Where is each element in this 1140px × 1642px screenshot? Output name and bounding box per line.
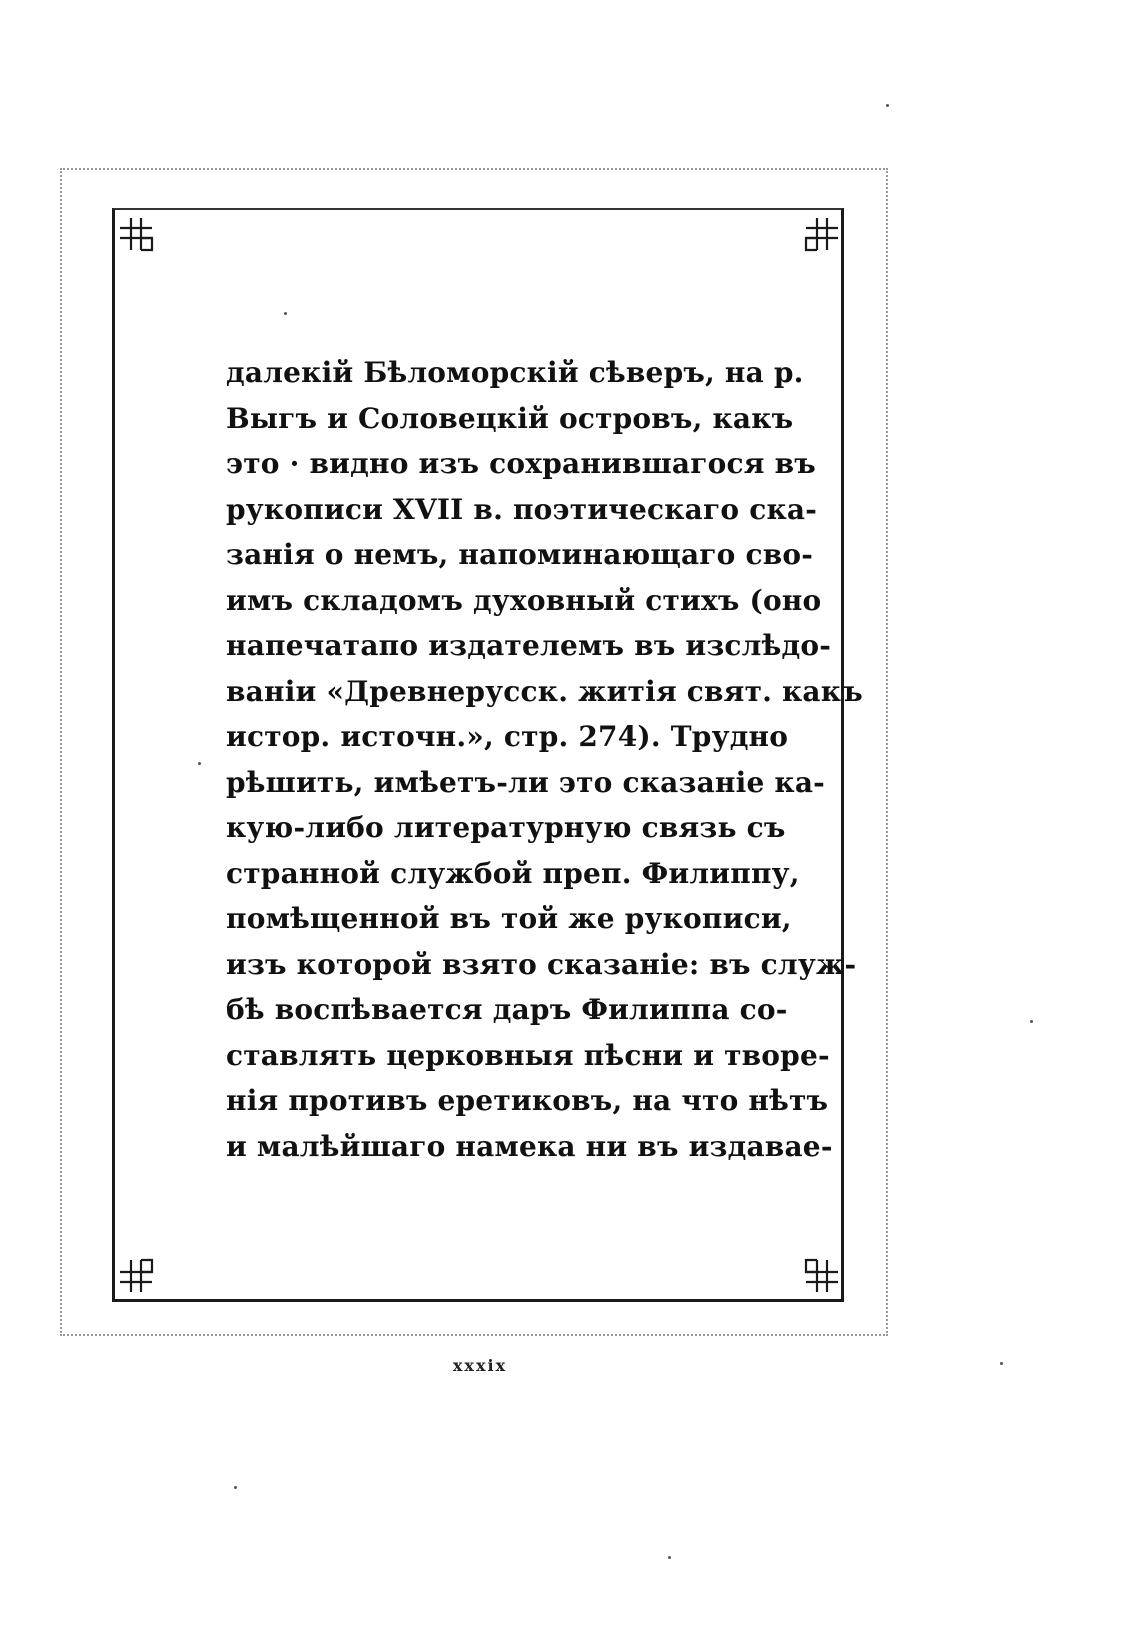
lattice-ornament-icon	[802, 216, 840, 254]
text-line: истор. источн.», стр. 274). Трудно	[226, 720, 789, 753]
text-line: ставлять церковныя пѣсни и творе-	[226, 1038, 830, 1072]
text-line: это · видно изъ сохранившагося въ	[226, 447, 816, 480]
text-line: рукописи XVII в. поэтическаго ска-	[226, 492, 818, 526]
lattice-ornament-icon	[118, 216, 156, 254]
scan-speck	[284, 312, 287, 315]
text-line: бѣ воспѣвается даръ Филиппа со-	[226, 993, 788, 1026]
text-line: занія о немъ, напоминающаго сво-	[226, 538, 814, 571]
text-line: имъ складомъ духовный стихъ (оно	[226, 583, 822, 617]
text-line: помѣщенной въ той же рукописи,	[226, 902, 792, 935]
lattice-ornament-icon	[802, 1256, 840, 1294]
text-line: напечатапо издателемъ въ изслѣдо-	[226, 629, 832, 662]
page-number: xxxix	[452, 1356, 508, 1375]
text-line: изъ которой взято сказаніе: въ служ-	[226, 947, 857, 981]
scan-speck	[198, 762, 201, 765]
body-text	[226, 350, 863, 1169]
text-line: кую-либо литературную связь съ	[226, 811, 786, 844]
text-line: далекій Бѣломорскій сѣверъ, на р.	[226, 356, 804, 389]
lattice-ornament-icon	[118, 1256, 156, 1294]
text-line: Выгъ и Соловецкій островъ, какъ	[226, 401, 794, 435]
text-line: рѣшить, имѣетъ-ли это сказаніе ка-	[226, 765, 825, 799]
text-line: и малѣйшаго намека ни въ издавае-	[226, 1129, 833, 1163]
text-line: ваніи «Древнерусск. житія свят. какъ	[226, 674, 863, 708]
text-line: странной службой преп. Филиппу,	[226, 856, 800, 890]
scan-speck	[234, 1486, 237, 1489]
scan-speck	[1000, 1362, 1003, 1365]
scan-speck	[668, 1556, 671, 1559]
scan-speck	[886, 104, 889, 107]
scan-speck	[1030, 1020, 1033, 1023]
text-line: нія противъ еретиковъ, на что нѣтъ	[226, 1084, 829, 1117]
